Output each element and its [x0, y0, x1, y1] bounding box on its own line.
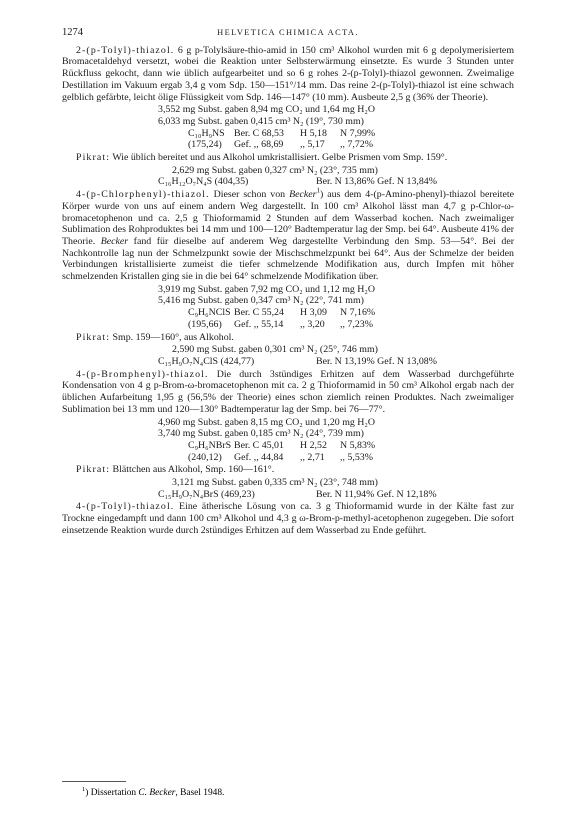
molar-mass: (175,24) [188, 139, 222, 151]
found-n: ,, 7,23% [340, 318, 373, 330]
analysis-line: 6,033 mg Subst. gaben 0,415 cm³ N₂ (19°, 730 mm) [158, 115, 364, 127]
picrate-formula: C₁₅H₉O₇N₄BrS (469,23) [158, 488, 255, 500]
calc-h: H 2,52 [300, 439, 327, 451]
found-n: ,, 7,72% [340, 139, 373, 151]
molar-mass: (195,66) [188, 318, 222, 330]
calc-row [62, 440, 514, 452]
analysis-line: 2,629 mg Subst. gaben 0,327 cm³ N₂ (23°, 735 mm) [172, 164, 378, 176]
molar-mass: (240,12) [188, 451, 222, 463]
picrate-analysis-3 [62, 477, 514, 500]
paragraph-tolyl-2 [62, 45, 514, 104]
calc-h: H 3,09 [300, 307, 327, 319]
picrate-values: Ber. N 13,19% Gef. N 13,08% [316, 355, 437, 367]
picrate-result [62, 176, 514, 188]
found-n: ,, 5,53% [340, 451, 373, 463]
analysis-line: 2,590 mg Subst. gaben 0,301 cm³ N₂ (25°, 746 mm) [172, 344, 378, 356]
paragraph-text: fand für dieselbe auf anderem Weg dargestellte Verbindung den Smp. 53—54°. Bei der Nachkontrolle lag nun der Schmelzpunkt sowie der Mischschmelzpunkt bei 64°. Aus der Schmelze der beiden Verbindungen kristallisierte zumeist die tiefer schmelzende Modifikation aus, durch Impfen mit höher schmelzenden Kristallen ging sie in die bei 64° schmelzende Modifikation über. [62, 235, 515, 283]
picrate-result [62, 356, 514, 368]
calc-h: H 5,18 [300, 127, 327, 139]
picrate-values: Ber. N 11,94% Gef. N 12,18% [316, 488, 437, 500]
compound-title: 2-(p-Tolyl)-thiazol. [76, 44, 175, 56]
analysis-line: 4,960 mg Subst. gaben 8,15 mg CO₂ und 1,20 mg H₂O [158, 416, 376, 428]
analysis-line: 3,552 mg Subst. gaben 8,94 mg CO₂ und 1,64 mg H₂O [158, 104, 376, 116]
picrate-label: Pikrat: [76, 464, 111, 476]
footnote-number: 1 [82, 785, 86, 793]
calc-row [62, 128, 514, 140]
picrate-text: Blättchen aus Alkohol, Smp. 160—161°. [112, 464, 275, 476]
found-h: ,, 3,20 [300, 318, 325, 330]
found-row [62, 139, 514, 151]
found-row [62, 319, 514, 331]
compound-title: 4-(p-Chlorphenyl)-thiazol. [76, 189, 210, 201]
picrate-label: Pikrat: [76, 331, 111, 343]
author-name: Becker [100, 235, 129, 247]
analysis-line: 5,416 mg Subst. gaben 0,347 cm³ N₂ (22°, 741 mm) [158, 295, 364, 307]
footnote [82, 785, 225, 798]
compound-title: 4-(p-Tolyl)-thiazol. [76, 501, 175, 513]
analysis-line: 3,740 mg Subst. gaben 0,185 cm³ N₂ (24°, 739 mm) [158, 428, 364, 440]
picrate-paragraph-2 [62, 332, 514, 344]
paragraph-chlorphenyl [62, 189, 514, 283]
calc-c: Ber. C 45,01 [234, 439, 284, 451]
footnote-text: , Basel 1948. [175, 788, 225, 798]
paragraph-text: Eine ätherische Lösung von ca. 3 g Thioformamid wurde in der Kälte fast zur Trockne eingedampft und dann 100 cm³ Alkohol und 4,3 g ω-Brom-p-methyl-acetophenon zugegeben. Die sofort einsetzende Reaktion wurde durch 2stündiges Erhitzen auf dem Wasserbad zu Ende geführt. [62, 501, 514, 536]
formula: C₉H₆NClS [188, 307, 231, 319]
formula: C₉H₆NBrS [188, 439, 232, 451]
picrate-values: Ber. N 13,86% Gef. N 13,84% [316, 176, 437, 188]
calc-n: N 7,99% [340, 127, 376, 139]
journal-title: HELVETICA CHIMICA ACTA. [217, 28, 359, 37]
picrate-result [62, 489, 514, 501]
calc-row [62, 307, 514, 319]
picrate-analysis-2 [62, 344, 514, 367]
picrate-label: Pikrat: [76, 152, 111, 164]
picrate-paragraph-1 [62, 152, 514, 164]
calc-c: Ber. C 55,24 [234, 307, 284, 319]
analysis-block-2 [62, 284, 514, 331]
analysis-block-1 [62, 104, 514, 151]
paragraph-text: 6 g p-Tolylsäure-thio-amid in 150 cm³ Alkohol wurden mit 6 g depolymerisiertem Bromacetaldehyd versetzt, wobei die Reaktion unter Selbsterwärmung einsetzte. Es wurde 3 Stunden unter Rückfluss gekocht, dann wie üblich aufgearbeitet und so 6 g rohes 2-(p-Tolyl)-thiazol gewonnen. Zweimalige Destillation im Vakuum ergab 3,4 g vom Sdp. 150—151°/14 mm. Das reine 2-(p-Tolyl)-thiazol ist eine schwach gelblich gefärbte, leicht ölige Flüssigkeit vom Sdp. 146—147° (10 mm). Ausbeute 2,5 g (36% der Theorie). [62, 44, 514, 103]
found-c: Gef. ,, 68,69 [234, 139, 284, 151]
footnote-text: ) Dissertation [85, 788, 137, 798]
picrate-formula: C₁₆H₁₂O₇N₄S (404,35) [158, 176, 249, 188]
found-c: Gef. ,, 55,14 [234, 318, 284, 330]
calc-c: Ber. C 68,53 [234, 127, 284, 139]
found-c: Gef. ,, 44,84 [234, 451, 284, 463]
picrate-text: Wie üblich bereitet und aus Alkohol umkristallisiert. Gelbe Prismen vom Smp. 159°. [112, 152, 448, 164]
found-row [62, 452, 514, 464]
paragraph-tolyl-4 [62, 501, 514, 536]
running-header [62, 27, 514, 39]
picrate-analysis-1 [62, 165, 514, 188]
found-h: ,, 2,71 [300, 451, 325, 463]
picrate-formula: C₁₅H₉O₇N₄ClS (424,77) [158, 355, 255, 367]
paragraph-bromphenyl [62, 369, 514, 416]
picrate-paragraph-3 [62, 464, 514, 476]
analysis-line: 3,121 mg Subst. gaben 0,335 cm³ N₂ (23°, 748 mm) [172, 477, 378, 489]
footnote-author: C. Becker [138, 788, 176, 798]
picrate-text: Smp. 159—160°, aus Alkohol. [112, 331, 234, 343]
page-number: 1274 [62, 27, 83, 38]
compound-title: 4-(p-Bromphenyl)-thiazol. [76, 368, 209, 380]
calc-n: N 5,83% [340, 439, 376, 451]
paragraph-text: ) aus dem 4-(p-Amino-phenyl)-thiazol bereitete Körper wurde von uns auf einem andern Weg dargestellt. In 100 cm³ Alkohol lässt man 4,7 g p-Chlor-ω-bromacetophenon und ca. 2,5 g Thioformamid 2 Stunden auf dem Wasserbad kochen. Nach zweimaliger Sublimation des Rohproduktes bei 14 mm und 100—120° Badtemperatur lag der Smp. bei 64°. Ausbeute 41% der Theorie. [62, 189, 515, 247]
calc-n: N 7,16% [340, 307, 376, 319]
analysis-block-3 [62, 417, 514, 464]
paragraph-text: Die durch 3stündiges Erhitzen auf dem Wasserbad durchgeführte Kondensation von 4 g p-Brom-ω-bromacetophenon mit ca. 2 g Thioformamid in 50 cm³ Alkohol ergab nach der üblichen Aufarbeitung 1,95 g (56,5% der Theorie) eines schon ziemlich reinen Produktes. Nach zweimaliger Sublimation bei 13 mm und 120—130° Badtemperatur lag der Smp. bei 76—77°. [62, 368, 515, 415]
analysis-line: 3,919 mg Subst. gaben 7,92 mg CO₂ und 1,12 mg H₂O [158, 283, 376, 295]
found-h: ,, 5,17 [300, 139, 325, 151]
formula: C₁₀H₉NS [188, 127, 225, 139]
author-name: Becker [289, 189, 317, 201]
footnote-divider [62, 781, 126, 782]
paragraph-text: Dieser schon von [213, 189, 286, 201]
footnote-mark: 1 [316, 187, 320, 195]
